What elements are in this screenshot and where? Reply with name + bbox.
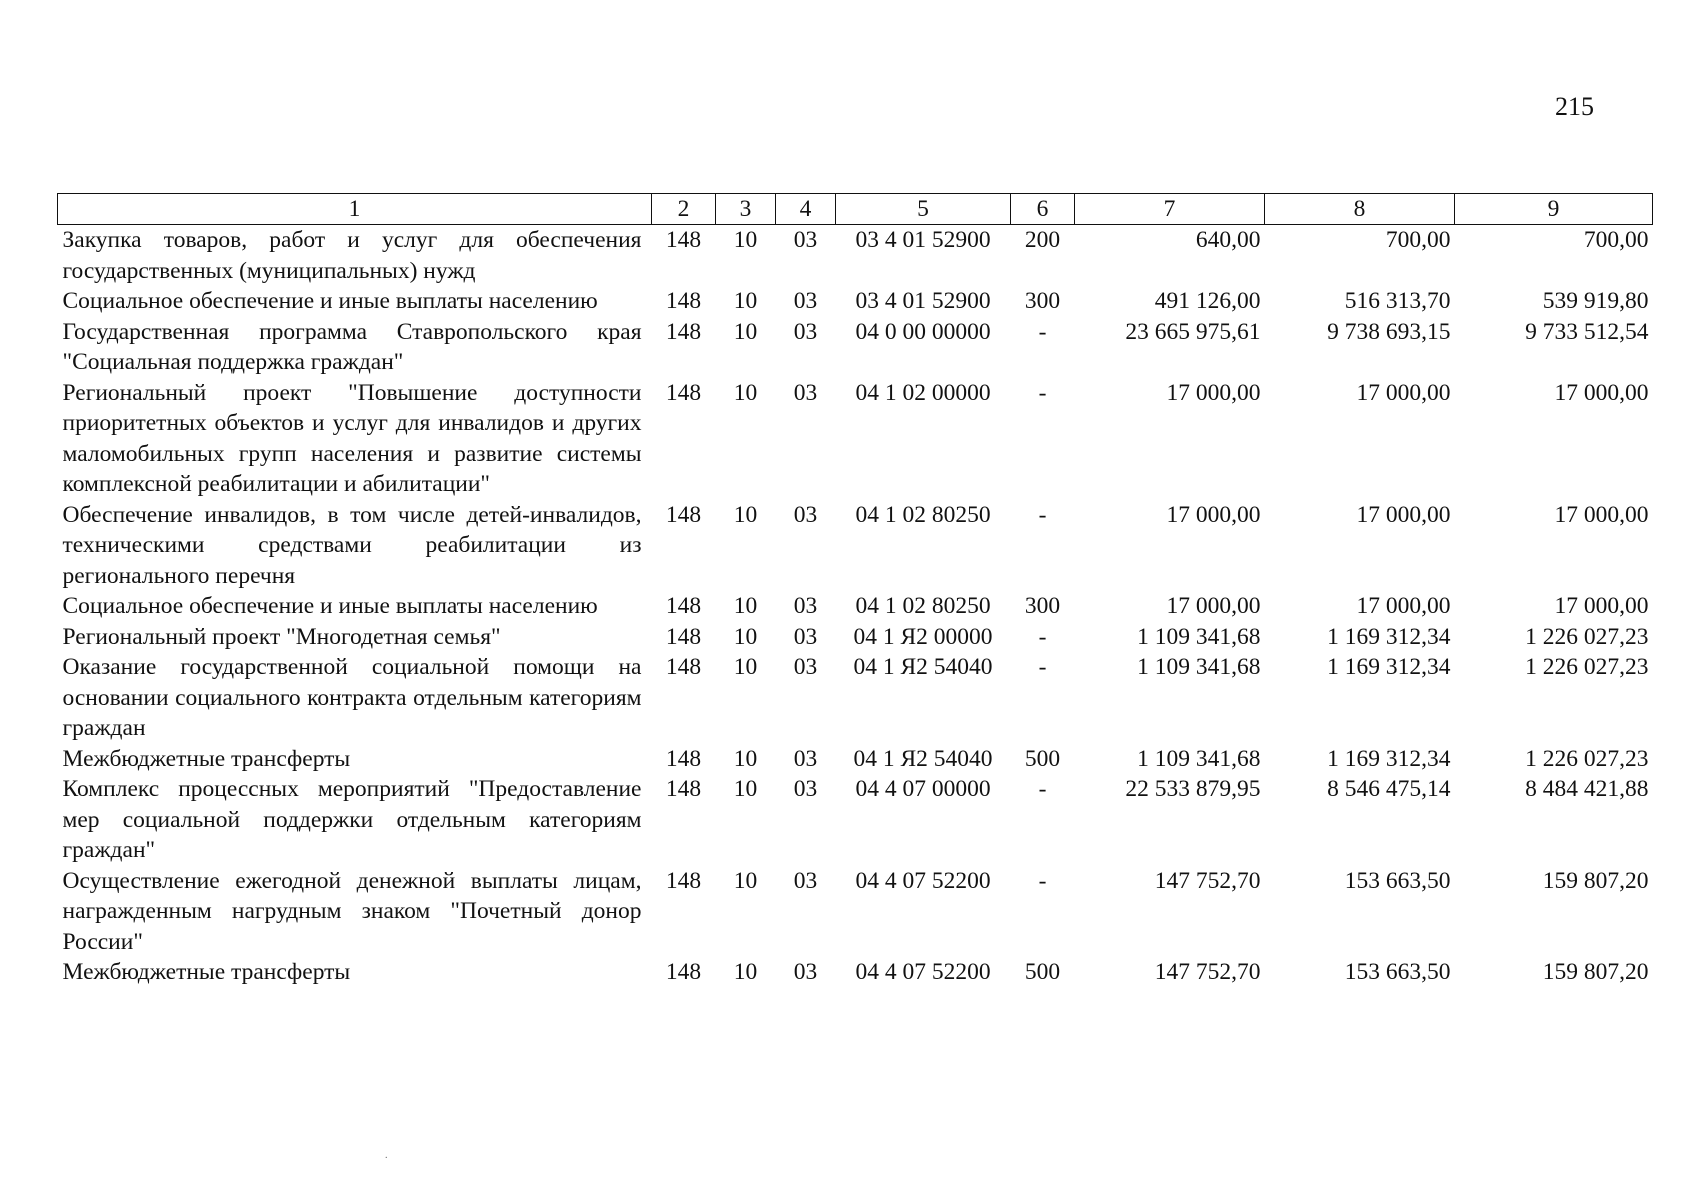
row-section-cell: 10: [733, 318, 758, 345]
header-cell-6: 6: [1011, 194, 1075, 225]
table-row: [58, 774, 1653, 866]
row-name-cell: Региональный проект "Многодетная семья": [62, 623, 501, 650]
row-section-cell: 10: [733, 227, 758, 253]
row-expense-type-cell: -: [1038, 867, 1047, 894]
row-expense-type-cell: 300: [1024, 593, 1061, 619]
row-amount-col8-cell: 17 000,00: [1356, 379, 1451, 406]
header-cell-4: 4: [776, 194, 836, 225]
row-code-cell: 148: [665, 654, 702, 680]
header-cell-3: 3: [716, 194, 776, 225]
row-name-cell: Социальное обеспечение и иные выплаты населению: [62, 593, 598, 619]
row-section-cell: 10: [733, 745, 758, 772]
row-amount-col7-cell: 17 000,00: [1166, 501, 1261, 528]
row-expense-type-cell: 200: [1024, 227, 1061, 253]
row-subsection-cell: 03: [793, 288, 818, 314]
row-target-article-cell: 04 4 07 00000: [855, 776, 991, 802]
row-name-cell: Обеспечение инвалидов, в том числе детей-инвалидов, техническими средствами реабилитации из регионального перечня: [62, 501, 642, 589]
row-code-cell: 148: [665, 867, 702, 894]
row-subsection-cell: 03: [793, 959, 818, 985]
row-amount-col9-cell: 1 226 027,23: [1525, 745, 1649, 772]
table-row: [58, 591, 1653, 622]
table-row: [58, 622, 1653, 653]
row-subsection-cell: 03: [793, 318, 818, 345]
row-amount-col9-cell: 17 000,00: [1554, 593, 1649, 619]
row-subsection-cell: 03: [793, 654, 818, 680]
row-expense-type-cell: 500: [1024, 959, 1061, 985]
row-code-cell: 148: [665, 379, 702, 406]
row-amount-col8-cell: 17 000,00: [1356, 593, 1451, 619]
header-cell-2: 2: [652, 194, 716, 225]
row-amount-col8-cell: 1 169 312,34: [1327, 623, 1451, 650]
table-row: [58, 317, 1653, 378]
row-target-article-cell: 04 0 00 00000: [855, 318, 991, 345]
row-target-article-cell: 04 1 Я2 54040: [853, 745, 993, 772]
row-section-cell: 10: [733, 776, 758, 802]
table-body: [58, 225, 1653, 988]
row-name-cell: Осуществление ежегодной денежной выплаты лицам, награжденным нагрудным знаком "Почетный донор России": [62, 867, 642, 955]
row-amount-col7-cell: 1 109 341,68: [1137, 654, 1261, 680]
row-amount-col8-cell: 153 663,50: [1344, 867, 1451, 894]
row-amount-col9-cell: 159 807,20: [1542, 959, 1649, 985]
row-target-article-cell: 03 4 01 52900: [855, 227, 991, 253]
row-subsection-cell: 03: [793, 745, 818, 772]
table-row: [58, 957, 1653, 988]
row-amount-col8-cell: 9 738 693,15: [1327, 318, 1451, 345]
row-code-cell: 148: [665, 959, 702, 985]
row-subsection-cell: 03: [793, 867, 818, 894]
row-amount-col8-cell: 1 169 312,34: [1327, 654, 1451, 680]
row-section-cell: 10: [733, 623, 758, 650]
row-section-cell: 10: [733, 593, 758, 619]
row-amount-col9-cell: 17 000,00: [1554, 501, 1649, 528]
row-name-cell: Закупка товаров, работ и услуг для обеспечения государственных (муниципальных) нужд: [62, 227, 642, 284]
row-target-article-cell: 04 1 02 00000: [855, 379, 991, 406]
row-amount-col7-cell: 22 533 879,95: [1125, 776, 1261, 802]
table-row: [58, 378, 1653, 500]
row-code-cell: 148: [665, 318, 702, 345]
row-name-cell: Межбюджетные трансферты: [62, 959, 351, 985]
table-row: [58, 744, 1653, 775]
row-amount-col9-cell: 1 226 027,23: [1525, 623, 1649, 650]
row-expense-type-cell: -: [1038, 318, 1047, 345]
row-code-cell: 148: [665, 288, 702, 314]
header-row: [58, 194, 1653, 225]
table-row: [58, 500, 1653, 592]
row-section-cell: 10: [733, 379, 758, 406]
row-expense-type-cell: 300: [1024, 288, 1061, 314]
row-expense-type-cell: -: [1038, 654, 1047, 680]
row-amount-col8-cell: 1 169 312,34: [1327, 745, 1451, 772]
row-code-cell: 148: [665, 623, 702, 650]
table-row: [58, 652, 1653, 744]
row-amount-col7-cell: 147 752,70: [1154, 959, 1261, 985]
row-amount-col9-cell: 700,00: [1583, 227, 1649, 253]
row-amount-col9-cell: 1 226 027,23: [1525, 654, 1649, 680]
row-target-article-cell: 04 4 07 52200: [855, 959, 991, 985]
row-amount-col7-cell: 640,00: [1195, 227, 1261, 253]
row-name-cell: Оказание государственной социальной помощи на основании социального контракта отдельным категориям граждан: [62, 654, 642, 741]
row-expense-type-cell: -: [1038, 623, 1047, 650]
row-subsection-cell: 03: [793, 501, 818, 528]
row-amount-col8-cell: 8 546 475,14: [1327, 776, 1451, 802]
row-target-article-cell: 04 1 Я2 54040: [853, 654, 993, 680]
row-code-cell: 148: [665, 593, 702, 619]
row-target-article-cell: 04 1 02 80250: [855, 593, 991, 619]
row-subsection-cell: 03: [793, 379, 818, 406]
row-amount-col8-cell: 700,00: [1385, 227, 1451, 253]
page-number: 215: [1555, 92, 1594, 121]
header-cell-8: 8: [1265, 194, 1455, 225]
row-target-article-cell: 04 1 Я2 00000: [853, 623, 993, 650]
row-amount-col9-cell: 8 484 421,88: [1525, 776, 1649, 802]
row-code-cell: 148: [665, 501, 702, 528]
row-expense-type-cell: -: [1038, 379, 1047, 406]
row-subsection-cell: 03: [793, 593, 818, 619]
row-section-cell: 10: [733, 288, 758, 314]
row-code-cell: 148: [665, 745, 702, 772]
row-expense-type-cell: -: [1038, 501, 1047, 528]
row-subsection-cell: 03: [793, 227, 818, 253]
scan-artifact-mark: .: [385, 1150, 388, 1161]
row-section-cell: 10: [733, 959, 758, 985]
table-row: [58, 225, 1653, 287]
budget-table: [57, 193, 1653, 988]
row-subsection-cell: 03: [793, 623, 818, 650]
row-amount-col7-cell: 17 000,00: [1166, 379, 1261, 406]
row-name-cell: Государственная программа Ставропольского края "Социальная поддержка граждан": [62, 318, 642, 375]
row-name-cell: Региональный проект "Повышение доступности приоритетных объектов и услуг для инвалидов и других маломобильных групп населения и развитие системы комплексной реабилитации и абилитации": [62, 379, 642, 497]
row-amount-col8-cell: 17 000,00: [1356, 501, 1451, 528]
row-amount-col9-cell: 17 000,00: [1554, 379, 1649, 406]
row-amount-col9-cell: 539 919,80: [1542, 288, 1649, 314]
row-name-cell: Комплекс процессных мероприятий "Предоставление мер социальной поддержки отдельным категориям граждан": [62, 776, 642, 863]
row-amount-col7-cell: 23 665 975,61: [1125, 318, 1261, 345]
row-subsection-cell: 03: [793, 776, 818, 802]
row-amount-col7-cell: 491 126,00: [1154, 288, 1261, 314]
row-amount-col8-cell: 516 313,70: [1344, 288, 1451, 314]
table-row: [58, 286, 1653, 317]
row-section-cell: 10: [733, 654, 758, 680]
row-amount-col9-cell: 9 733 512,54: [1525, 318, 1649, 345]
row-expense-type-cell: 500: [1024, 745, 1061, 772]
header-cell-9: 9: [1455, 194, 1653, 225]
row-target-article-cell: 04 4 07 52200: [855, 867, 991, 894]
row-name-cell: Социальное обеспечение и иные выплаты населению: [62, 288, 598, 314]
row-code-cell: 148: [665, 227, 702, 253]
row-target-article-cell: 04 1 02 80250: [855, 501, 991, 528]
row-amount-col7-cell: 147 752,70: [1154, 867, 1261, 894]
table-row: [58, 866, 1653, 958]
row-name-cell: Межбюджетные трансферты: [62, 745, 351, 772]
row-target-article-cell: 03 4 01 52900: [855, 288, 991, 314]
row-amount-col7-cell: 17 000,00: [1166, 593, 1261, 619]
row-amount-col7-cell: 1 109 341,68: [1137, 745, 1261, 772]
header-cell-1: 1: [58, 194, 652, 225]
row-code-cell: 148: [665, 776, 702, 802]
row-amount-col7-cell: 1 109 341,68: [1137, 623, 1261, 650]
table-header: [58, 194, 1653, 225]
row-amount-col8-cell: 153 663,50: [1344, 959, 1451, 985]
row-section-cell: 10: [733, 867, 758, 894]
row-section-cell: 10: [733, 501, 758, 528]
header-cell-5: 5: [836, 194, 1011, 225]
row-expense-type-cell: -: [1038, 776, 1047, 802]
row-amount-col9-cell: 159 807,20: [1542, 867, 1649, 894]
header-cell-7: 7: [1075, 194, 1265, 225]
